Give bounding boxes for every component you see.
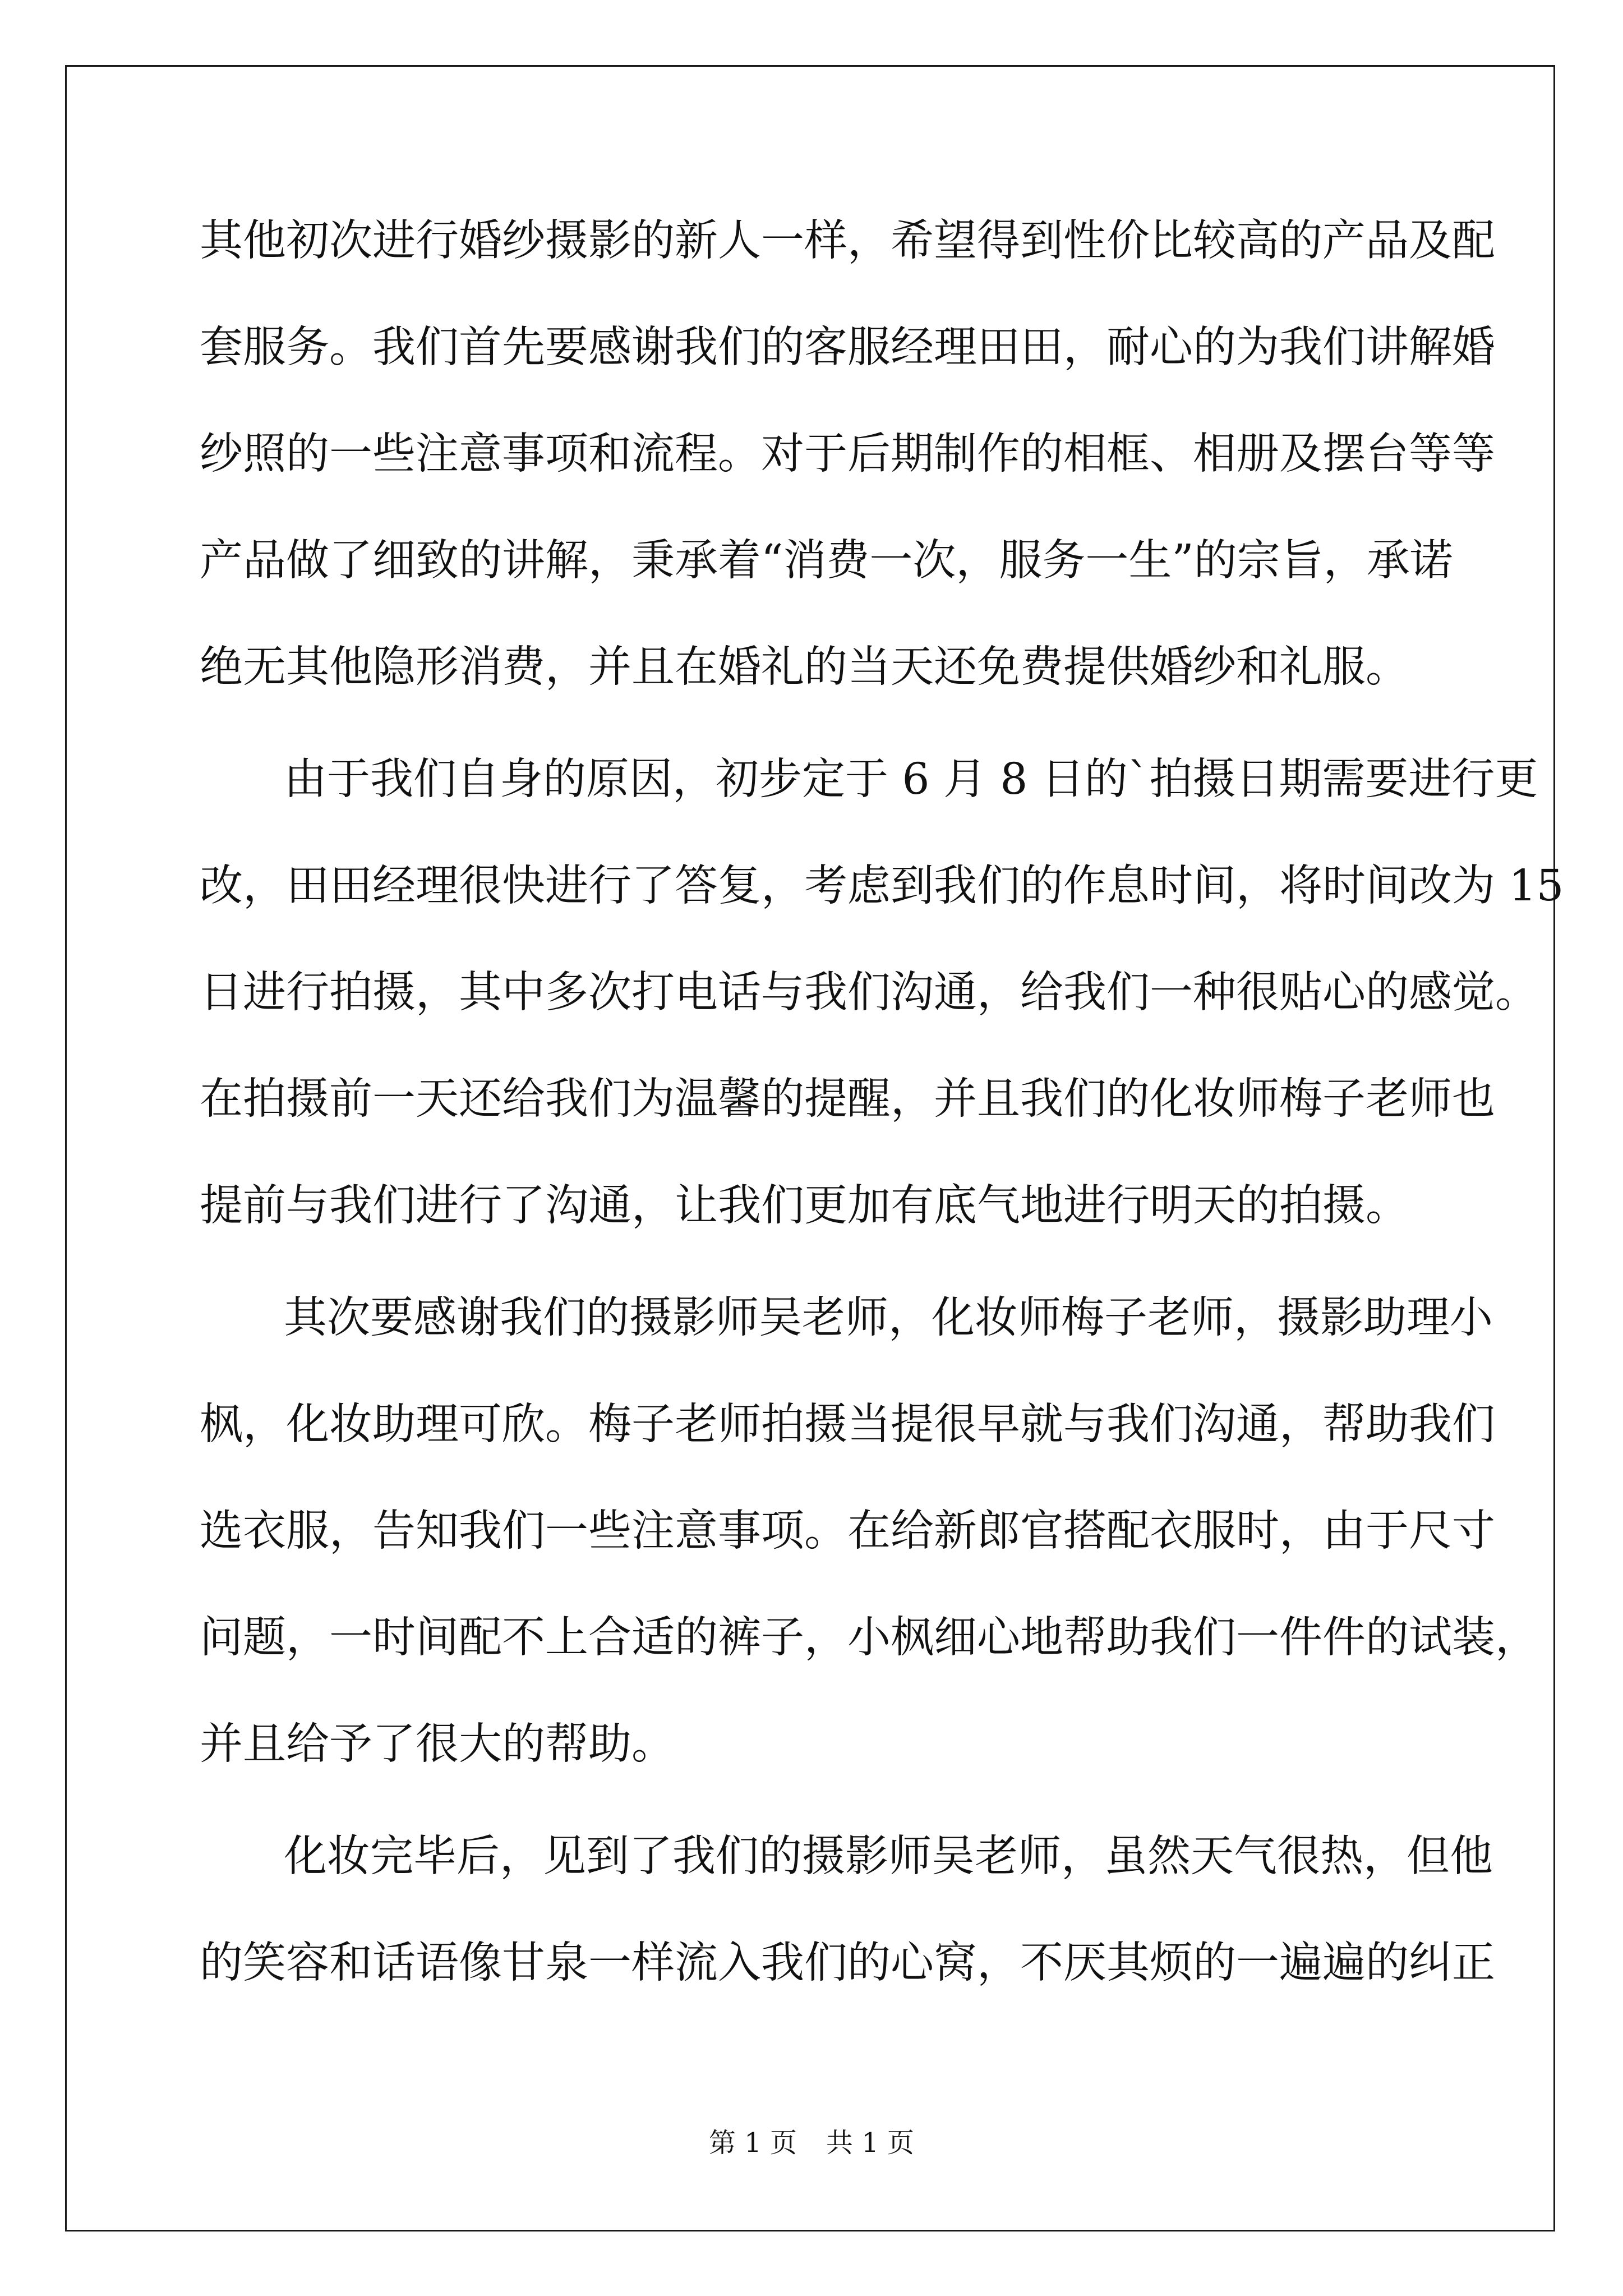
text-line: 选衣服，告知我们一些注意事项。在给新郎官搭配衣服时，由于尺寸 xyxy=(200,1506,1495,1556)
paragraph-start-line: 化妆完毕后，见到了我们的摄影师吴老师，虽然天气很热，但他 xyxy=(284,1832,1493,1881)
text-line: 绝无其他隐形消费，并且在婚礼的当天还免费提供婚纱和礼服。 xyxy=(200,642,1409,692)
page-number: 第 1 页 xyxy=(708,2127,797,2159)
page-footer xyxy=(0,2128,1623,2157)
text-line: 套服务。我们首先要感谢我们的客服经理田田，耐心的为我们讲解婚 xyxy=(200,323,1495,372)
text-line: 的笑容和话语像甘泉一样流入我们的心窝，不厌其烦的一遍遍的纠正 xyxy=(200,1938,1495,1988)
text-line: 日进行拍摄，其中多次打电话与我们沟通，给我们一种很贴心的感觉。 xyxy=(200,968,1538,1018)
page-border xyxy=(65,65,1555,2231)
text-line: 纱照的一些注意事项和流程。对于后期制作的相框、相册及摆台等等 xyxy=(200,429,1495,479)
text-line: 产品做了细致的讲解，秉承着“消费一次，服务一生”的宗旨，承诺 xyxy=(200,536,1453,586)
paragraph-start-line: 其次要感谢我们的摄影师吴老师，化妆师梅子老师，摄影助理小 xyxy=(284,1293,1493,1343)
text-line: 在拍摄前一天还给我们为温馨的提醒，并且我们的化妆师梅子老师也 xyxy=(200,1074,1495,1124)
text-line: 改，田田经理很快进行了答复，考虑到我们的作息时间，将时间改为 15 xyxy=(200,861,1564,911)
text-line: 提前与我们进行了沟通，让我们更加有底气地进行明天的拍摄。 xyxy=(200,1181,1409,1231)
text-line: 问题，一时间配不上合适的裤子，小枫细心地帮助我们一件件的试装， xyxy=(200,1613,1538,1663)
page-total: 共 1 页 xyxy=(826,2127,915,2159)
paragraph-start-line: 由于我们自身的原因，初步定于 6 月 8 日的`拍摄日期需要进行更 xyxy=(284,754,1538,804)
text-line: 其他初次进行婚纱摄影的新人一样，希望得到性价比较高的产品及配 xyxy=(200,216,1495,266)
text-line: 并且给予了很大的帮助。 xyxy=(200,1719,675,1769)
text-line: 枫，化妆助理可欣。梅子老师拍摄当提很早就与我们沟通，帮助我们 xyxy=(200,1400,1495,1450)
